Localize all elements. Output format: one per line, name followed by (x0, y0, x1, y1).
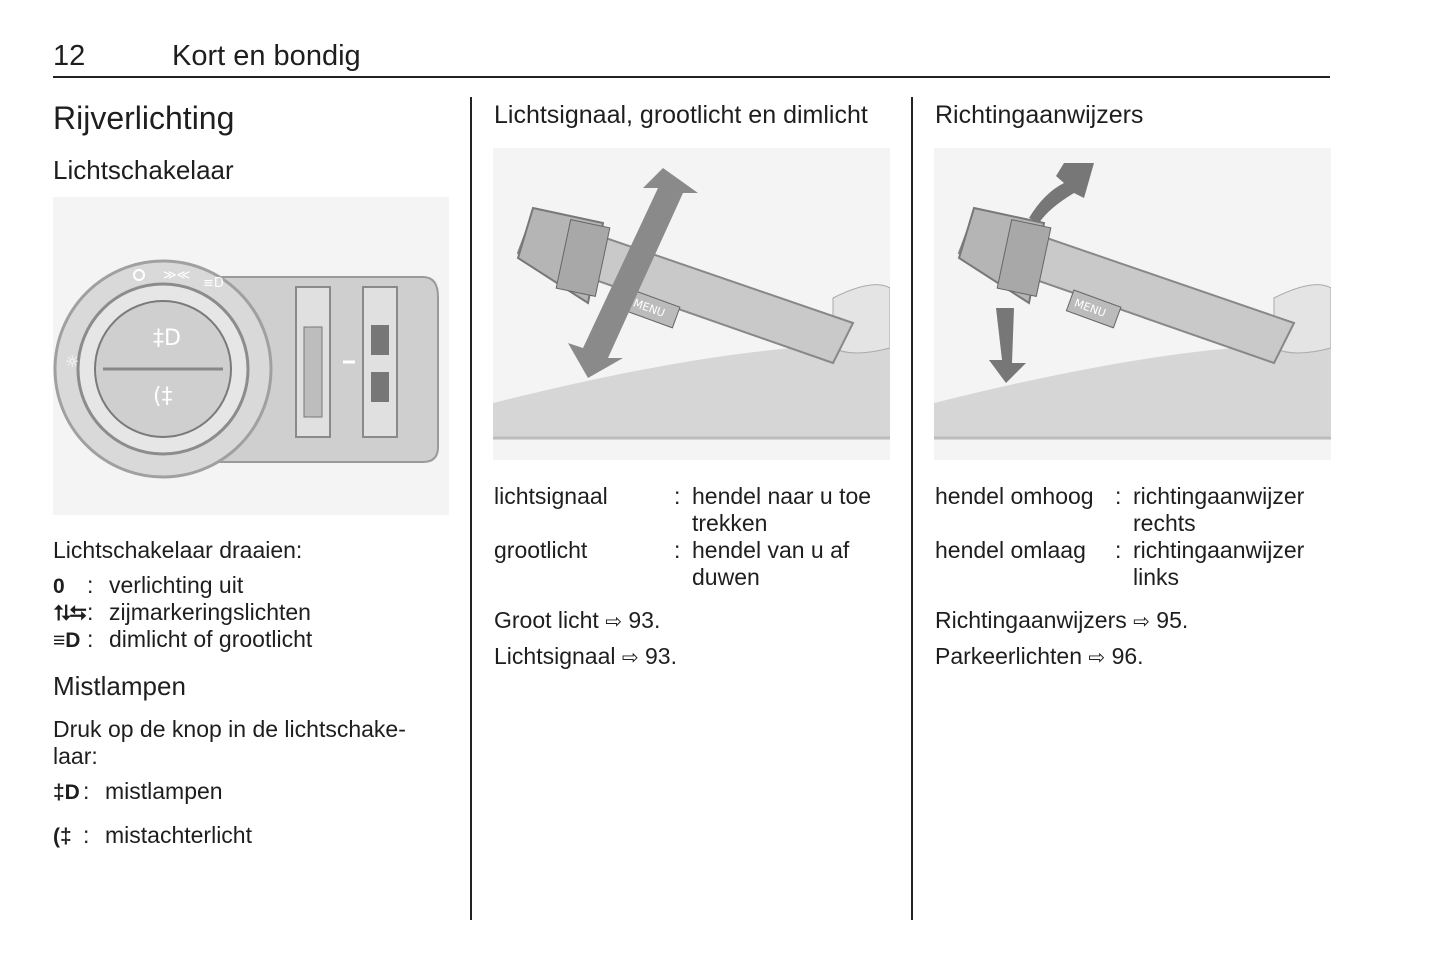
definition-term: hendel omlaag (935, 537, 1086, 563)
switch-item-text: dimlicht of grootlicht (109, 626, 313, 652)
rear-fog-icon: (‡ (53, 825, 72, 848)
fog-item-text: mistlampen (105, 778, 223, 804)
column-divider (911, 97, 913, 920)
header-rule (53, 76, 1330, 78)
definition-colon: : (674, 483, 681, 509)
fog-intro-line: Druk op de knop in de lichtschake- (53, 716, 406, 742)
reference-page: 95. (1156, 607, 1189, 633)
switch-item-text: zijmarkeringslichten (109, 599, 311, 625)
definition-row (494, 537, 894, 591)
side-marker-icon: ⮁⮀ (53, 602, 87, 625)
definition-text: duwen (692, 564, 760, 590)
definition-text: richtingaanwijzer (1133, 537, 1305, 563)
svg-text:≡D: ≡D (203, 276, 224, 291)
fog-item: ‡D : mistlampen (53, 778, 223, 804)
section-title: Richtingaanwijzers (935, 101, 1144, 129)
page-ref-arrow-icon: ⇨ (621, 647, 639, 669)
definition-text: hendel naar u toe (692, 483, 872, 509)
light-switch-figure (53, 197, 449, 515)
page-ref-arrow-icon: ⇨ (605, 611, 622, 633)
definition-row (935, 537, 1335, 591)
svg-text:(‡: (‡ (153, 384, 173, 409)
section-title: Lichtsignaal, grootlicht en dimlicht (494, 101, 868, 129)
switch-item-text: verlichting uit (109, 572, 244, 598)
reference-text: Richtingaanwijzers (935, 607, 1127, 633)
reference-page: 96. (1111, 643, 1144, 669)
front-fog-icon: ‡D (53, 781, 80, 804)
definition-colon: : (674, 537, 681, 563)
page-ref-arrow-icon: ⇨ (1133, 611, 1150, 633)
definition-text: hendel van u af (692, 537, 850, 563)
fog-title: Mistlampen (53, 671, 186, 701)
page-ref-arrow-icon: ⇨ (1088, 647, 1106, 669)
page-reference[interactable] (494, 643, 677, 672)
svg-text:≫≪: ≫≪ (163, 268, 191, 283)
page-reference[interactable] (935, 643, 1144, 672)
definition-text: richtingaanwijzer (1133, 483, 1305, 509)
section-title: Rijverlichting (53, 100, 235, 136)
definition-term: grootlicht (494, 537, 588, 563)
definition-term: lichtsignaal (494, 483, 608, 509)
fog-intro-line: laar: (53, 743, 98, 769)
svg-text:☼: ☼ (65, 352, 80, 371)
switch-item: ≡D : dimlicht of grootlicht (53, 626, 313, 652)
reference-text: Lichtsignaal (494, 643, 616, 669)
menu-label: MENU (631, 296, 667, 320)
running-title: Kort en bondig (172, 40, 361, 72)
definition-row (494, 483, 894, 537)
subsection-title: Lichtschakelaar (53, 155, 234, 185)
fog-item: (‡ : mistachterlicht (53, 822, 252, 848)
menu-label: MENU (1072, 296, 1108, 320)
svg-text:‡D: ‡D (153, 326, 181, 351)
column-divider (470, 97, 472, 920)
low-beam-icon: ≡D (53, 629, 81, 652)
lever-flash-figure (493, 148, 890, 460)
switch-item: 0 : verlichting uit (53, 572, 244, 598)
lever-turn-figure (934, 148, 1331, 460)
definition-term: hendel omhoog (935, 483, 1094, 509)
definition-text: trekken (692, 510, 768, 536)
page-number: 12 (53, 40, 86, 72)
fog-item-text: mistachterlicht (105, 822, 252, 848)
off-icon: 0 (53, 575, 65, 598)
reference-text: Groot licht (494, 607, 599, 633)
definition-colon: : (1115, 537, 1122, 563)
definition-text: rechts (1133, 510, 1196, 536)
reference-page: 93. (628, 607, 661, 633)
switch-intro: Lichtschakelaar draaien: (53, 537, 303, 563)
definition-colon: : (1115, 483, 1122, 509)
switch-item: ⮁⮀: zijmarkeringslichten (53, 599, 311, 625)
page-reference[interactable] (494, 607, 660, 636)
reference-page: 93. (645, 643, 677, 669)
definition-text: links (1133, 564, 1180, 590)
page-reference[interactable] (935, 607, 1188, 636)
definition-row (935, 483, 1335, 537)
reference-text: Parkeerlichten (935, 643, 1083, 669)
